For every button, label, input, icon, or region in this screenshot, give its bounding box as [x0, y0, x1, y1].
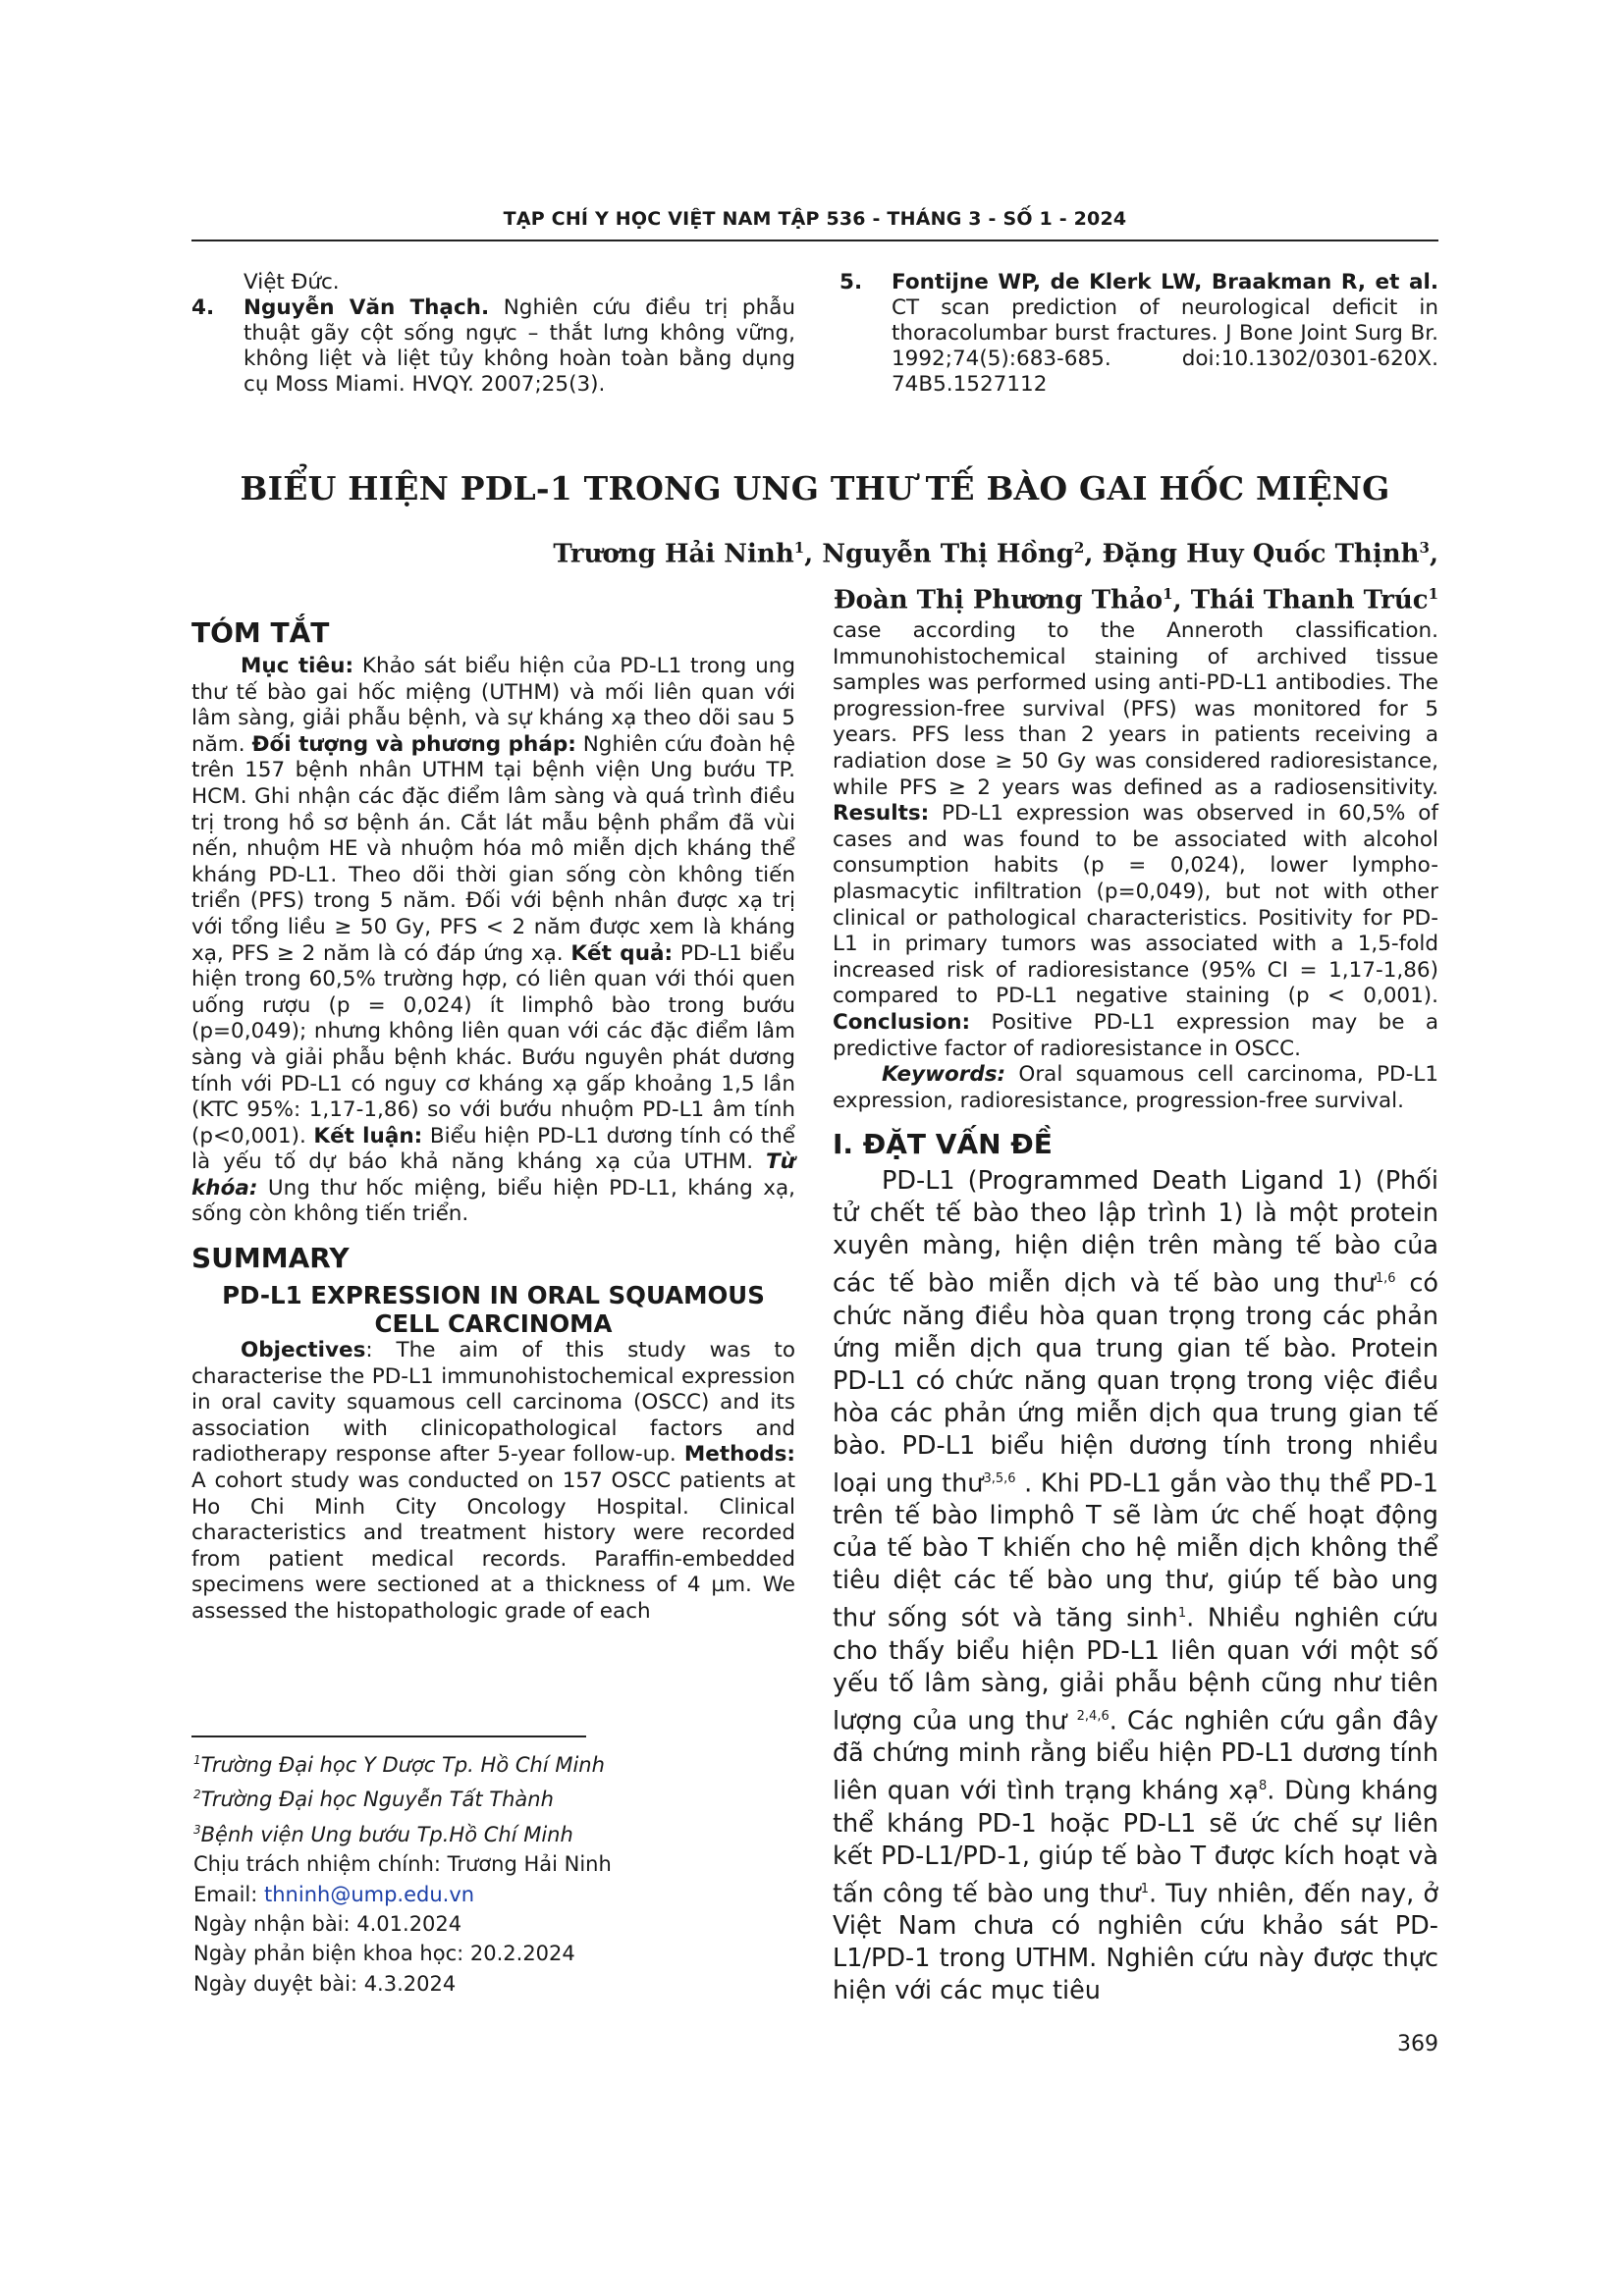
responsible-author: Chịu trách nhiệm chính: Trương Hải Ninh [193, 1852, 612, 1877]
author-line-1: Trương Hải Ninh$^1$, Nguyễn Thị Hồng$^2$, Đặng Huy Quốc Thịnh$^3$, [553, 539, 1438, 569]
label-ket-luan: Kết luận: [313, 1123, 423, 1148]
text-ket-luan: Biểu hiện PD-L1 dương tính có thể là yếu tố dự báo khả năng kháng xạ của UTHM. [191, 1123, 795, 1175]
label-objectives: Objectives [241, 1338, 366, 1363]
reference-number: 4. [191, 295, 215, 320]
reference-5 [839, 270, 1438, 398]
email-line [193, 1880, 792, 1909]
received-date: Ngày nhận bài: 4.01.2024 [193, 1912, 462, 1937]
citation-sup: 1 [1140, 1881, 1149, 1896]
intro-text: . Nhiều nghiên cứu cho thấy biểu hiện PD-L1 liên quan với một số yếu tố lâm sàng, giải phẫu bệnh cũng như tiên lượng của ung thư [833, 1603, 1438, 1736]
reference-text: Nghiên cứu điều trị phẫu thuật gãy cột sống ngực – thắt lưng không vững, không liệt và liệt tủy không hoàn toàn bằng dụng cụ Moss Miami. HVQY. 2007;25(3). [244, 295, 795, 397]
journal-header: TẠP CHÍ Y HỌC VIỆT NAM TẬP 536 - THÁNG 3 - SỐ 1 - 2024 [503, 208, 1127, 230]
intro-text: . Khi PD-L1 gắn vào thụ thể PD-1 trên tế bào limphô T sẽ làm ức chế hoạt động của tế bào T khiến cho hệ miễn dịch không thể tiêu diệt các tế bào ung thư, giúp tế bào ung thư sống sót và tăng sinh [833, 1468, 1438, 1633]
accepted-date: Ngày duyệt bài: 4.3.2024 [193, 1971, 457, 1996]
label-methods: Methods: [683, 1442, 795, 1468]
reference-3-tail: Việt Đức. [244, 270, 340, 294]
label-doi-tuong: Đối tượng và phương pháp: [251, 731, 576, 757]
author-name: Đặng Huy Quốc Thịnh [1102, 539, 1420, 569]
footnotes [193, 1745, 792, 1999]
affiliation-text: Trường Đại học Y Dược Tp. Hồ Chí Minh [200, 1753, 605, 1777]
author-name: Đoàn Thị Phương Thảo [833, 585, 1164, 615]
label-tu-khoa: Từ khóa: [191, 1149, 795, 1201]
references-left [191, 270, 795, 398]
reference-authors: Nguyễn Văn Thạch. [244, 295, 490, 320]
label-results: Results: [833, 801, 930, 827]
label-conclusion: Conclusion: [833, 1009, 971, 1035]
author-affiliation-sup: 1 [1428, 584, 1438, 603]
intro-heading: I. ĐẶT VẤN ĐỀ [833, 1128, 1053, 1161]
text-methods: A cohort study was conducted on 157 OSCC patients at Ho Chi Minh City Oncology Hospital. Clinical characteristics and treatment history were recorded from patient medical records. Paraffin-embedded specimens were sectioned at a thickness of 4 µm. We assessed the histopathologic grade of each [191, 1468, 795, 1624]
citation-sup: 2,4,6 [1076, 1708, 1110, 1724]
affiliation-sup: 1 [193, 1753, 201, 1767]
author-line-2: Đoàn Thị Phương Thảo$^1$, Thái Thanh Trúc$^1$ [833, 584, 1438, 615]
affiliation-text: Bệnh viện Ung bướu Tp.Hồ Chí Minh [200, 1822, 573, 1846]
label-keywords: Keywords: [882, 1062, 1006, 1088]
author-affiliation-sup: 1 [793, 539, 805, 557]
intro-body [833, 1165, 1438, 2007]
tom-tat-heading: TÓM TẮT [191, 616, 330, 649]
text-tu-khoa: Ung thư hốc miệng, biểu hiện PD-L1, kháng xạ, sống còn không tiến triển. [191, 1175, 795, 1227]
intro-text: . Các nghiên cứu gần đây đã chứng minh rằng biểu hiện PD-L1 dương tính liên quan với tình trạng kháng xạ [833, 1706, 1438, 1806]
left-column [191, 616, 795, 1626]
reference-number: 5. [839, 270, 863, 294]
article-title: BIỂU HIỆN PDL-1 TRONG UNG THƯ TẾ BÀO GAI HỐC MIỆNG [240, 469, 1390, 507]
page-number: 369 [1397, 2032, 1438, 2056]
text-methods-cont: case according to the Anneroth classification. Immunohistochemical staining of archived tissue samples was performed using anti-PD-L1 antibodies. The progression-free survival (PFS) was monitored for 5 years. PFS less than 2 years in patients receiving a radiation dose ≥ 50 Gy was considered radioresistance, while PFS ≥ 2 years was defined as a radiosensitivity. [833, 618, 1438, 800]
affiliation-1 [193, 1745, 792, 1780]
footnote-rule [191, 1735, 586, 1737]
summary-body-continued [833, 618, 1438, 1062]
author-name: Thái Thanh Trúc [1190, 585, 1429, 615]
tom-tat-body [191, 654, 795, 1228]
affiliation-3 [193, 1815, 792, 1849]
intro-text: . Tuy nhiên, đến nay, ở Việt Nam chưa có nghiên cứu khảo sát PD-L1/PD-1 trong UTHM. Nghiên cứu này được thực hiện với các mục tiêu [833, 1879, 1439, 2006]
affiliation-sup: 3 [193, 1822, 201, 1837]
reference-4 [191, 295, 795, 398]
author-list [553, 528, 1438, 619]
citation-sup: 1,6 [1375, 1271, 1396, 1287]
references-right [839, 270, 1438, 398]
summary-subtitle: PD-L1 EXPRESSION IN ORAL SQUAMOUS CELL CARCINOMA [222, 1281, 765, 1339]
intro-text: . Dùng kháng thể kháng PD-1 hoặc PD-L1 sẽ ức chế sự liên kết PD-L1/PD-1, giúp tế bào T được kích hoạt và tấn công tế bào ung thư [833, 1776, 1438, 1909]
review-date: Ngày phản biện khoa học: 20.2.2024 [193, 1942, 575, 1966]
text-muc-tieu: Khảo sát biểu hiện của PD-L1 trong ung thư tế bào gai hốc miệng (UTHM) và mối liên quan với lâm sàng, giải phẫu bệnh, và sự kháng xạ theo dõi sau 5 năm. [191, 654, 795, 757]
text-conclusion: Positive PD-L1 expression may be a predictive factor of radioresistance in OSCC. [833, 1009, 1438, 1061]
author-affiliation-sup: 3 [1419, 539, 1430, 557]
label-muc-tieu: Mục tiêu: [241, 654, 354, 678]
summary-heading: SUMMARY [191, 1242, 350, 1275]
text-results: PD-L1 expression was observed in 60,5% of cases and was found to be associated with alcohol consumption habits (p = 0,024), lower lympho-plasmacytic infiltration (p=0,049), but not with other clinical or pathological characteristics. Positivity for PD-L1 in primary tumors was associated with a 1,5-fold increased risk of radioresistance (95% CI = 1,17-1,86) compared to PD-L1 negative staining (p < 0,001). [833, 801, 1438, 1009]
text-ket-qua: PD-L1 biểu hiện trong 60,5% trường hợp, có liên quan với thói quen uống rượu (p = 0,024) ít limphô bào trong bướu (p=0,049); nhưng không liên quan với các đặc điểm lâm sàng và giải phẫu bệnh khác. Bướu nguyên phát dương tính với PD-L1 có nguy cơ kháng xạ gấp khoảng 1,5 lần (KTC 95%: 1,17-1,86) so với bướu nhuộm PD-L1 âm tính (p<0,001). [191, 940, 795, 1148]
keywords [833, 1062, 1438, 1114]
citation-sup: 1 [1177, 1606, 1187, 1622]
text-doi-tuong: Nghiên cứu đoàn hệ trên 157 bệnh nhân UTHM tại bệnh viện Ung bướu TP. HCM. Ghi nhận các đặc điểm lâm sàng và quá trình điều trị trong hồ sơ bệnh án. Cắt lát mẫu bệnh phẩm đã vùi nến, nhuộm HE và nhuộm hóa mô miễn dịch kháng thể kháng PD-L1. Theo dõi thời gian sống còn không tiến triển (PFS) trong 5 năm. Đối với bệnh nhân được xạ trị với tổng liều ≥ 50 Gy, PFS < 2 năm được xem là kháng xạ, PFS ≥ 2 năm là có đáp ứng xạ. [191, 731, 795, 966]
author-name: Trương Hải Ninh [553, 539, 794, 569]
citation-sup: 8 [1259, 1779, 1268, 1794]
affiliation-text: Trường Đại học Nguyễn Tất Thành [200, 1788, 554, 1812]
affiliation-2 [193, 1780, 792, 1814]
author-name: Nguyễn Thị Hồng [822, 539, 1074, 569]
intro-text: PD-L1 (Programmed Death Ligand 1) (Phối tử chết tế bào theo lập trình 1) là một protein xuyên màng, hiện diện trên màng tế bào của các tế bào miễn dịch và tế bào ung thư [833, 1166, 1438, 1299]
author-affiliation-sup: 1 [1163, 584, 1173, 603]
right-column [833, 618, 1438, 2007]
citation-sup: 3,5,6 [983, 1470, 1016, 1486]
summary-body [191, 1338, 795, 1626]
label-ket-qua: Kết quả: [570, 940, 674, 966]
intro-text: có chức năng điều hòa quan trọng trong các phản ứng miễn dịch qua trung gian tế bào. Protein PD-L1 có chức năng quan trọng trong việc điều hòa các phản ứng miễn dịch qua trung gian tế bào. PD-L1 biểu hiện dương tính trong nhiều loại ung thư [833, 1268, 1438, 1499]
author-affiliation-sup: 2 [1073, 539, 1085, 557]
reference-authors: Fontijne WP, de Klerk LW, Braakman R, et al. [892, 270, 1438, 294]
text-keywords: Oral squamous cell carcinoma, PD-L1 expression, radioresistance, progression-free survival. [833, 1062, 1438, 1113]
reference-text: CT scan prediction of neurological deficit in thoracolumbar burst fractures. J Bone Joint Surg Br. 1992;74(5):683-685. doi:10.1302/0301-620X. 74B5.1527112 [892, 295, 1438, 397]
email-label: Email: [193, 1882, 265, 1906]
header-rule [191, 240, 1438, 241]
email-link[interactable]: thninh@ump.edu.vn [264, 1882, 475, 1906]
text-objectives: : The aim of this study was to characterise the PD-L1 immunohistochemical expression in oral cavity squamous cell carcinoma (OSCC) and its association with clinicopathological factors and radiotherapy response after 5-year follow-up. [191, 1338, 795, 1468]
affiliation-sup: 2 [193, 1788, 201, 1802]
